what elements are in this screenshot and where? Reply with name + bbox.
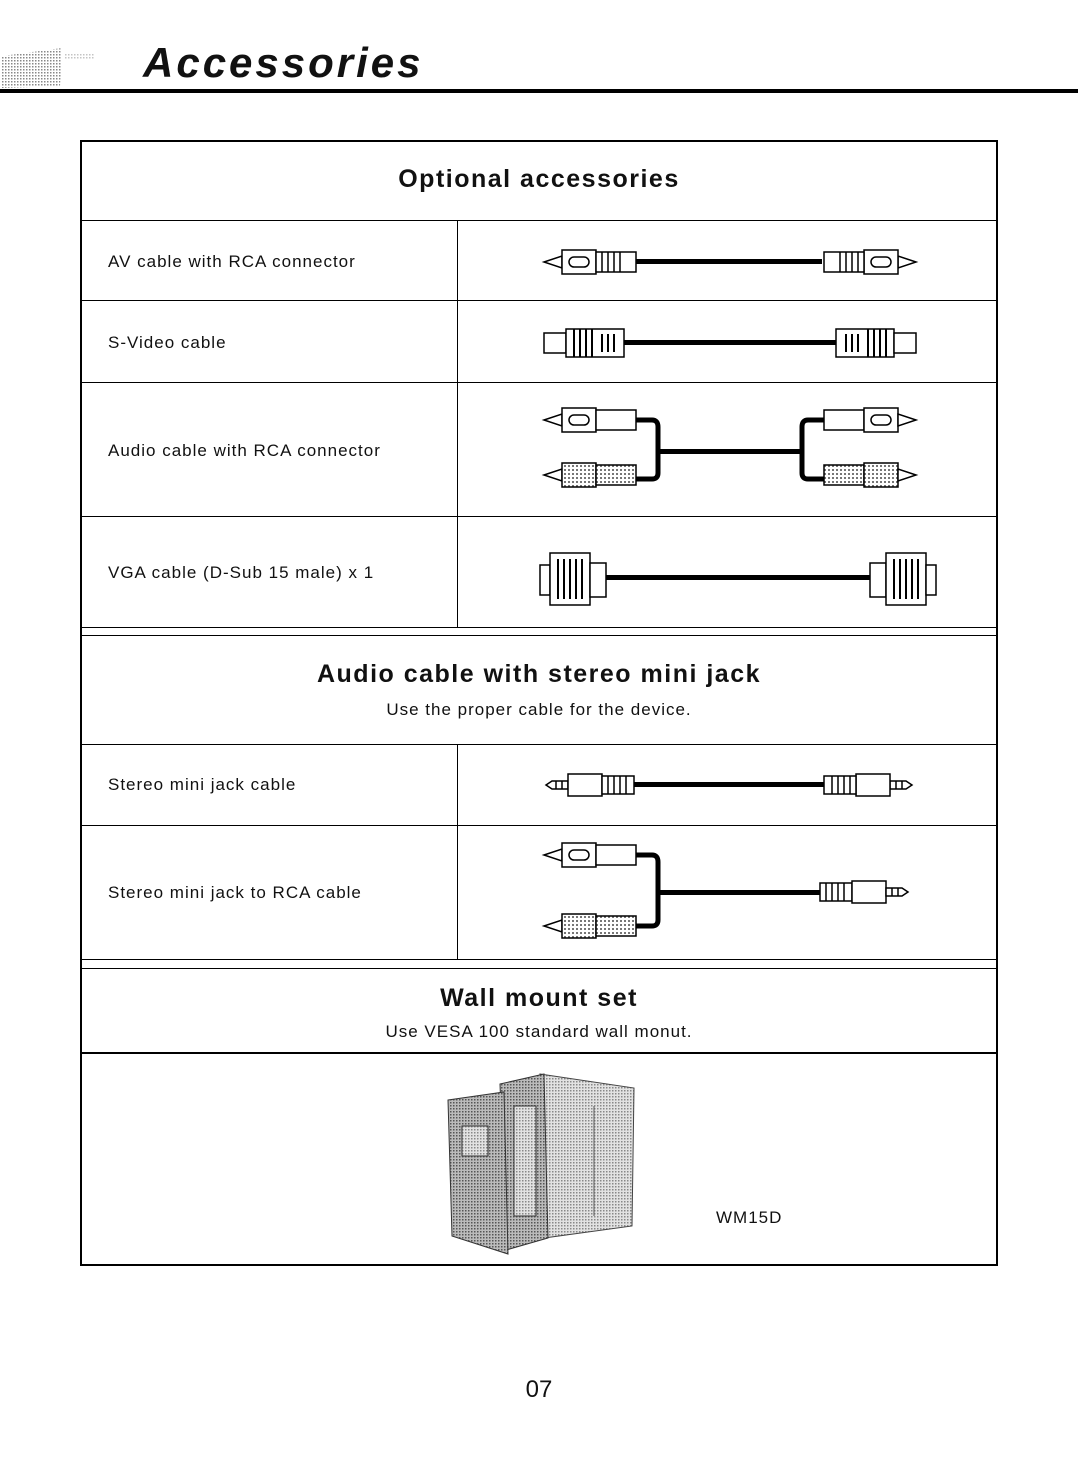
wall-mount-model: WM15D xyxy=(716,1208,783,1227)
section-note-audio-jack: Use the proper cable for the device. xyxy=(386,700,692,719)
section-title-wall-mount: Wall mount set xyxy=(440,984,638,1012)
row-divider xyxy=(80,382,998,383)
vga-cable-icon xyxy=(536,551,940,607)
header-rule xyxy=(0,89,1078,93)
row-divider xyxy=(80,1052,998,1054)
wall-mount-bracket-icon xyxy=(444,1066,640,1258)
label-mini-jack-to-rca-cable: Stereo mini jack to RCA cable xyxy=(108,883,362,902)
label-s-video-cable: S-Video cable xyxy=(108,333,227,352)
row-divider xyxy=(80,959,998,960)
section-title-audio-jack: Audio cable with stereo mini jack xyxy=(316,660,762,688)
row-divider xyxy=(80,220,998,221)
row-divider xyxy=(80,627,998,628)
audio-rca-cable-icon xyxy=(540,405,920,491)
label-vga-cable: VGA cable (D-Sub 15 male) x 1 xyxy=(108,563,375,582)
section-title-optional: Optional accessories xyxy=(398,165,680,193)
av-rca-cable-icon xyxy=(540,247,920,277)
label-audio-rca-cable: Audio cable with RCA connector xyxy=(108,441,381,460)
column-divider xyxy=(457,220,458,627)
row-divider xyxy=(80,825,998,826)
column-divider xyxy=(457,744,458,959)
stereo-mini-jack-cable-icon xyxy=(544,770,914,800)
page-title: Accessories xyxy=(143,39,424,86)
label-stereo-mini-jack-cable: Stereo mini jack cable xyxy=(108,775,297,794)
row-divider xyxy=(80,516,998,517)
mini-jack-to-rca-cable-icon xyxy=(540,840,914,940)
row-divider xyxy=(80,635,998,636)
s-video-cable-icon xyxy=(540,326,920,360)
header-decoration-icon xyxy=(2,48,102,88)
label-av-cable: AV cable with RCA connector xyxy=(108,252,356,271)
row-divider xyxy=(80,300,998,301)
page-number: 07 xyxy=(525,1376,553,1403)
row-divider xyxy=(80,744,998,745)
section-note-wall-mount: Use VESA 100 standard wall monut. xyxy=(385,1022,693,1041)
row-divider xyxy=(80,968,998,969)
